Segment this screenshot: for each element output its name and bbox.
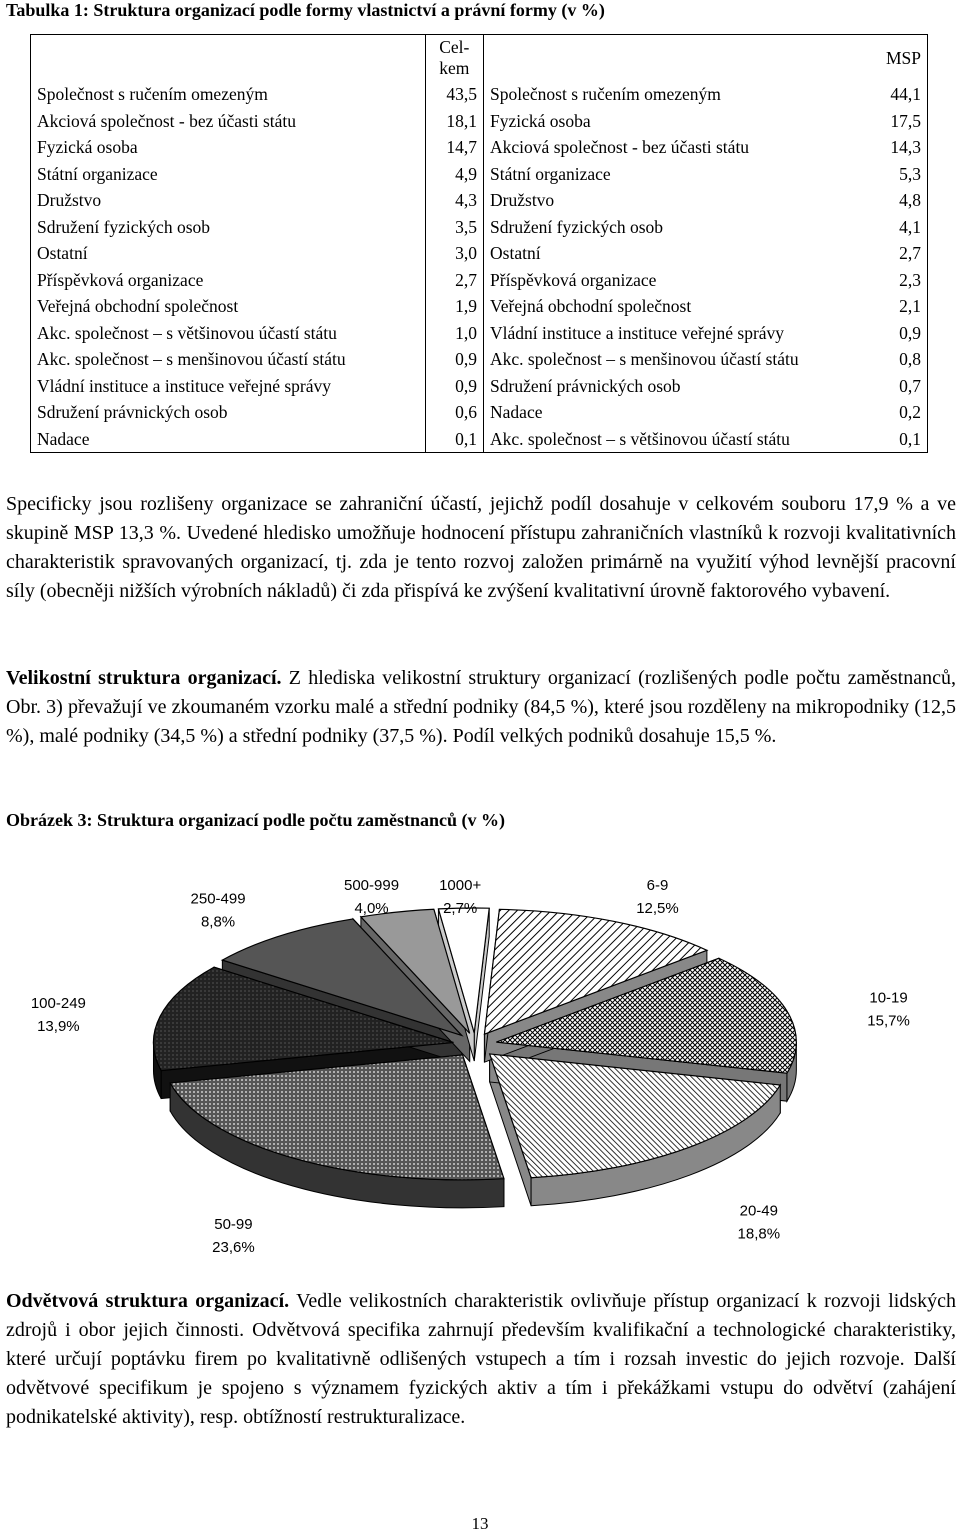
row-value-msp: 4,1	[869, 214, 927, 241]
row-label-total: Vládní instituce a instituce veřejné správy	[31, 373, 426, 400]
table-row	[31, 108, 928, 135]
table-row	[31, 134, 928, 161]
table-row	[31, 426, 928, 453]
row-value-total: 1,9	[425, 293, 484, 320]
row-label-total: Ostatní	[31, 240, 426, 267]
figure-caption: Obrázek 3: Struktura organizací podle počtu zaměstnanců (v %)	[6, 810, 505, 830]
row-label-msp: Nadace	[490, 402, 543, 422]
pie-label-value: 4,0%	[354, 900, 389, 917]
pie-label-category: 50-99	[214, 1216, 253, 1234]
row-label-total: Sdružení fyzických osob	[31, 214, 426, 241]
header-total: Cel- kem	[425, 35, 484, 82]
table-row	[31, 240, 928, 267]
row-value-msp: 44,1	[869, 81, 927, 108]
table-row	[31, 399, 928, 426]
row-value-msp: 2,7	[869, 240, 927, 267]
table-row	[31, 373, 928, 400]
pie-label-value: 2,7%	[443, 900, 478, 917]
row-value-total: 4,9	[425, 161, 484, 188]
row-label-msp: Akciová společnost - bez účasti státu	[490, 137, 750, 157]
row-label-msp: Fyzická osoba	[490, 110, 591, 131]
row-label-msp: Ostatní	[490, 243, 541, 263]
table-row	[31, 214, 928, 241]
table-row	[31, 320, 928, 347]
row-value-total: 0,9	[425, 373, 484, 400]
row-value-total: 0,6	[425, 399, 484, 426]
row-label-total: Fyzická osoba	[31, 134, 426, 161]
row-label-msp: Akc. společnost – s většinovou účastí státu	[484, 426, 870, 453]
table-row	[31, 293, 928, 320]
table-header-row	[31, 35, 928, 82]
pie-label-category: 1000+	[439, 877, 482, 894]
header-msp: MSP	[869, 35, 927, 82]
row-value-msp: 0,2	[869, 399, 927, 426]
row-value-total: 1,0	[425, 320, 484, 347]
pie-label-value: 18,8%	[737, 1225, 781, 1243]
table-row	[31, 187, 928, 214]
row-label-total: Sdružení právnických osob	[31, 399, 426, 426]
pie-label-value: 13,9%	[37, 1017, 80, 1035]
row-label-msp: Veřejná obchodní společnost	[490, 296, 692, 316]
table-row	[31, 346, 928, 373]
row-value-total: 2,7	[425, 267, 484, 294]
row-value-msp: 2,3	[869, 267, 927, 294]
row-value-total: 14,7	[425, 134, 484, 161]
page-number: 13	[471, 1514, 489, 1533]
table-row	[31, 161, 928, 188]
paragraph-foreign-participation: Specificky jsou rozlišeny organizace se zahraniční účastí, jejichž podíl dosahuje v celkovém souboru 17,9 % a ve skupině MSP 13,3 %. Uvedené hledisko umožňuje hodnocení přístupu zahraničních vlastníků k rozvoji kvalitativních charakteristik spravovaných organizací, tj. zda je tento rozvoj založen primárně na využití výhod levnější pracovní síly (obecněji nižších výrobních nákladů) či zda přispívá ke zvýšení kvalitativní úrovně faktorového vybavení.	[6, 493, 956, 602]
row-value-msp: 0,9	[869, 320, 927, 347]
pie-chart	[0, 850, 960, 1260]
row-value-total: 4,3	[425, 187, 484, 214]
row-label-total: Státní organizace	[31, 161, 426, 188]
table-caption: Tabulka 1: Struktura organizací podle formy vlastnictví a právní formy (v %)	[6, 0, 605, 20]
row-value-msp: 0,7	[869, 373, 927, 400]
pie-label-category: 6-9	[646, 877, 669, 894]
pie-label-category: 100-249	[30, 994, 86, 1012]
row-label-msp: Sdružení právnických osob	[490, 375, 681, 396]
table-row	[31, 267, 928, 294]
row-value-msp: 4,8	[869, 187, 927, 214]
row-label-total: Příspěvková organizace	[31, 267, 426, 294]
row-value-total: 0,1	[425, 426, 484, 453]
row-label-total: Akc. společnost – s menšinovou účastí státu	[31, 346, 426, 373]
pie-label-value: 8,8%	[200, 913, 236, 931]
pie-label-value: 15,7%	[867, 1012, 910, 1030]
row-value-total: 43,5	[425, 81, 484, 108]
ownership-table	[30, 34, 928, 453]
row-value-total: 3,0	[425, 240, 484, 267]
pie-label-category: 500-999	[344, 877, 400, 894]
row-label-total: Akciová společnost - bez účasti státu	[31, 108, 426, 135]
pie-label-category: 250-499	[190, 890, 246, 908]
paragraph-sector-structure: Odvětvová struktura organizací. Vedle velikostních charakteristik ovlivňuje přístup organizací k rozvoji lidských zdrojů i obor jejich činnosti. Odvětvová specifika zahrnují především kvalifikační a technologické charakteristiky, které určují poptávku firem po kvalitativně odlišených vstupech a tím i rozsah investic do jejich rozvoje. Další odvětvové specifikum je spojeno s významem fyzických aktiv a tím i překážkami vstupu do odvětví (zahájení podnikatelské aktivity), resp. obtížností restrukturalizace.	[6, 1290, 956, 1428]
row-label-msp: Příspěvková organizace	[490, 269, 657, 290]
table-row	[31, 81, 928, 108]
pie-label-value: 23,6%	[212, 1239, 255, 1257]
row-value-msp: 0,8	[869, 346, 927, 373]
row-label-total: Veřejná obchodní společnost	[31, 293, 426, 320]
row-value-msp: 2,1	[869, 293, 927, 320]
row-value-msp: 17,5	[869, 108, 927, 135]
row-value-total: 18,1	[425, 108, 484, 135]
pie-label-value: 12,5%	[636, 900, 679, 917]
row-label-msp: Akc. společnost – s menšinovou účastí státu	[490, 349, 799, 369]
row-label-msp: Státní organizace	[490, 163, 611, 184]
row-value-msp: 14,3	[869, 134, 927, 161]
row-label-total: Akc. společnost – s většinovou účastí státu	[31, 320, 426, 347]
row-label-msp: Sdružení fyzických osob	[490, 216, 664, 237]
row-label-total: Nadace	[31, 426, 426, 453]
row-label-msp: Vládní instituce a instituce veřejné správy	[490, 322, 785, 343]
row-value-msp: 0,1	[869, 426, 927, 453]
row-value-total: 0,9	[425, 346, 484, 373]
row-label-msp: Společnost s ručením omezeným	[490, 84, 721, 104]
row-value-total: 3,5	[425, 214, 484, 241]
pie-label-category: 10-19	[869, 989, 908, 1007]
row-label-total: Společnost s ručením omezeným	[31, 81, 426, 108]
row-value-msp: 5,3	[869, 161, 927, 188]
row-label-msp: Družstvo	[490, 190, 555, 210]
paragraph-size-structure: Velikostní struktura organizací. Z hlediska velikostní struktury organizací (rozlišených podle počtu zaměstnanců, Obr. 3) převažují ve zkoumaném vzorku malé a střední podniky (84,5 %), které jsou rozděleny na mikropodniky (12,5 %), malé podniky (34,5 %) a střední podniky (37,5 %). Podíl velkých podniků dosahuje 15,5 %.	[6, 667, 956, 747]
row-label-total: Družstvo	[31, 187, 426, 214]
pie-label-category: 20-49	[739, 1202, 778, 1220]
